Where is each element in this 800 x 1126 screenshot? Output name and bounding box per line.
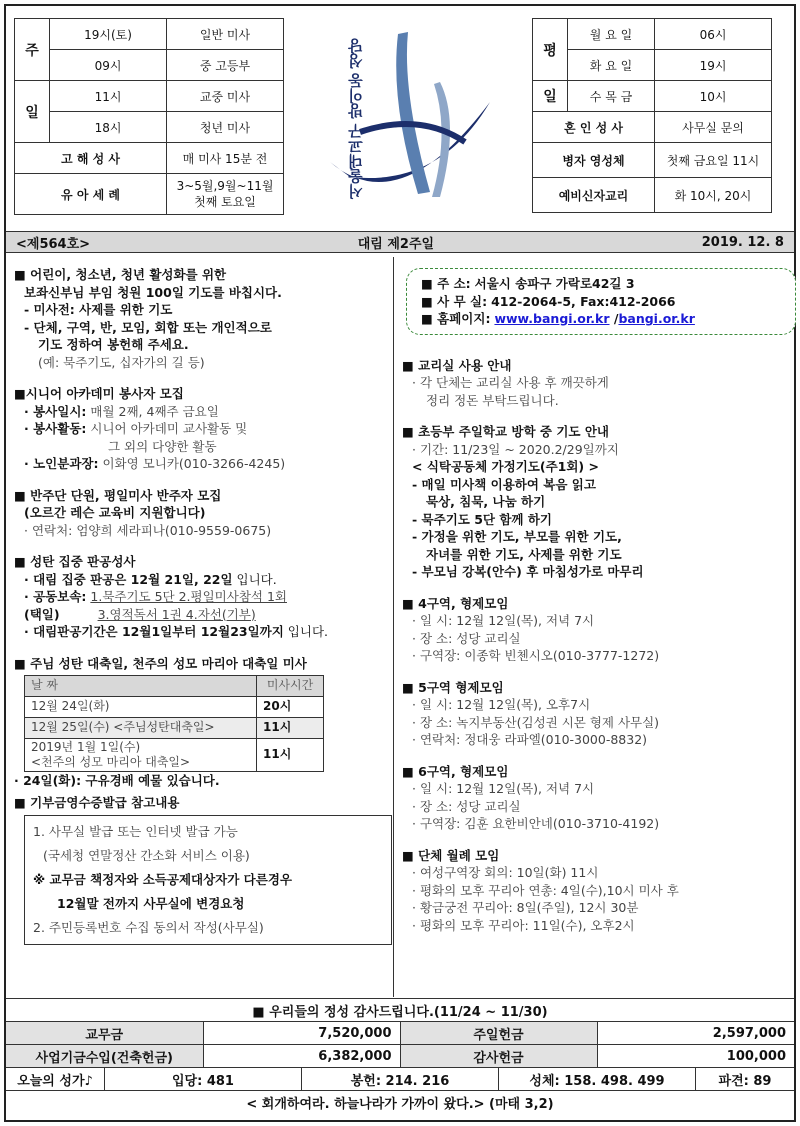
address-value: 서울시 송파구 가락로42길 3 [474,276,635,291]
prayer-line: - 미사전: 사제를 위한 기도 [24,302,173,317]
column-divider [393,257,394,997]
homepage-link[interactable]: bangi.or.kr [618,311,695,326]
contact-box [406,268,796,335]
crib-offering-note: · 24일(화): 구유경배 예물 있습니다. [14,773,220,788]
district4-line: · 구역장: 이종학 빈첸시오(010-3777-1272) [412,648,660,663]
classroom-title: ■ 교리실 사용 안내 [402,357,512,373]
receipt-line: 2. 주민등록번호 수집 동의서 작성(사무실) [33,920,264,935]
mass-date [25,739,257,772]
christmas-mass-title: ■ 주님 성탄 대축일, 천주의 성모 마리아 대축일 미사 [14,655,307,671]
senior-field-label: · 봉사일시: [24,403,87,419]
weekday-day: 수 목 금 [568,81,655,112]
marriage-value: 사무실 문의 [655,112,772,143]
catechism-label: 예비신자교리 [533,178,655,213]
vacation-line: - 매일 미사책 이용하여 복음 읽고 [412,476,596,492]
prayer-title: ■ 어린이, 청소년, 청년 활성화를 위한 [14,267,227,282]
sunday-label-2: 일 [15,81,50,143]
mass-name: 일반 미사 [167,19,284,50]
district5-title: ■ 5구역 형제모임 [402,679,504,695]
confession-label: 고 해 성 사 [15,143,167,174]
mass-date-line: 2019년 1월 1일(수) [31,740,141,754]
confession-value: 매 미사 15분 전 [167,143,284,174]
marriage-label: 혼 인 성 사 [533,112,655,143]
weekday-day: 화 요 일 [568,50,655,81]
left-column [14,266,386,945]
homepage-link[interactable]: www.bangi.or.kr [494,311,610,326]
district6-line: · 구역장: 김훈 요한비안네(010-3710-4192) [412,816,660,831]
prayer-line: 보좌신부님 부임 청원 100일 기도를 바칩시다. [24,284,282,300]
issue-number: <제564호> [16,236,91,252]
issue-header [6,231,794,253]
weekday-label-2: 일 [533,81,568,112]
mass-time: 11시 [50,81,167,112]
confession-line: 입니다. [287,624,328,639]
hymn-entrance: 입당: 481 [105,1068,302,1091]
weekday-time: 10시 [655,81,772,112]
offerings-title: ■ 우리들의 정성 감사드립니다.(11/24 ~ 11/30) [6,999,794,1022]
prayer-line: - 단체, 구역, 반, 모임, 회합 또는 개인적으로 [24,319,272,335]
mass-time: 18시 [50,112,167,143]
office-phone: 412-2064-5, Fax:412-2066 [491,293,676,309]
confession-title: ■ 성탄 집중 판공성사 [14,554,136,569]
receipt-title: ■ 기부금영수증발급 참고내용 [14,794,180,810]
classroom-line: 정리 정돈 부탁드립니다. [426,392,559,408]
mass-time: 09시 [50,50,167,81]
weekday-mass-table [532,18,772,213]
vacation-period: · 기간: 11/23일 ~ 2020.2/29일까지 [412,441,619,457]
liturgical-week: 대림 제2주일 [357,236,435,252]
monthly-meetings-title: ■ 단체 월례 모임 [402,847,500,863]
offering-label: 사업기금수입(건축헌금) [6,1045,203,1068]
penance-option: 3.영적독서 1권 4.자선(기부) [97,606,256,622]
confession-line: · 대림판공기간은 12월1일부터 12월23일까지 [24,624,284,639]
vacation-line: 묵상, 침묵, 나눔 하기 [426,494,546,509]
vacation-line: 자녀를 위한 기도, 사제를 위한 기도 [426,546,622,562]
accompanist-title: ■ 반주단 단원, 평일미사 반주자 모집 [14,487,222,503]
christmas-mass-table [24,675,324,772]
senior-field-label: · 봉사활동: [24,421,87,436]
offering-amount: 6,382,000 [203,1045,400,1068]
district6-line: · 장 소: 성당 교리실 [412,798,521,814]
district4-line: · 일 시: 12월 12일(목), 저녁 7시 [412,613,595,628]
mass-date: 12월 24일(화) [25,697,257,718]
prayer-line: 기도 정하여 봉헌해 주세요. [38,337,189,352]
baptism-value-line: 첫째 토요일 [194,195,256,209]
sunday-label-1: 주 [15,19,50,81]
baptism-label: 유 아 세 례 [15,174,167,215]
issue-date: 2019. 12. 8 [701,234,784,250]
sunday-mass-table [14,18,284,215]
confession-line: 입니다. [236,571,277,587]
parish-logo-mark [290,12,512,224]
vacation-subtitle: < 식탁공동체 가정기도(주1회) > [412,459,599,474]
weekday-time: 19시 [655,50,772,81]
table-header: 미사시간 [257,676,324,697]
district4-line: · 장 소: 성당 교리실 [412,630,521,646]
mass-time: 19시(토) [50,19,167,50]
baptism-value-line: 3~5월,9월~11월 [176,179,274,193]
receipt-line: 1. 사무실 발급 또는 인터넷 발급 가능 [33,824,238,839]
senior-field-label: · 노인분과장: [24,456,99,471]
offerings-section [6,998,794,1113]
mass-time: 11시 [257,739,324,772]
district5-line: · 일 시: 12월 12일(목), 오후7시 [412,697,591,712]
offering-label: 교무금 [6,1022,203,1045]
penance-label: · 공동보속: [24,589,87,604]
vacation-line: - 부모님 강복(안수) 후 마침성가로 마무리 [412,564,644,579]
vacation-line: - 묵주기도 5단 함께 하기 [412,511,552,527]
vacation-prayer-title: ■ 초등부 주일학교 방학 중 기도 안내 [402,424,609,439]
accompanist-contact: · 연락처: 엄양희 세라피나(010-9559-0675) [24,522,272,538]
parish-logo [290,12,512,224]
confession-line: · 대림 집중 판공은 12월 21일, 22일 [24,571,233,587]
offering-label: 주일헌금 [400,1022,597,1045]
senior-field-value: 시니어 아카데미 교사활동 및 [90,421,248,436]
logo-text: 서울대교구 방이동 성당 [347,38,365,200]
meeting-line: · 평화의 모후 꾸리아: 11일(수), 오후2시 [412,917,635,933]
mass-name: 청년 미사 [167,112,284,143]
mass-date: 12월 25일(수) <주님성탄대축일> [25,718,257,739]
offering-label: 감사헌금 [400,1045,597,1068]
receipt-line: (국세청 연말정산 간소화 서비스 이용) [43,848,250,863]
offering-amount: 2,597,000 [597,1022,794,1045]
weekday-label-1: 평 [533,19,568,81]
hymn-label: 오늘의 성가♪ [6,1068,105,1091]
meeting-line: · 황금궁전 꾸리아: 8일(주일), 12시 30분 [412,900,639,915]
receipt-box [24,815,392,945]
meeting-line: · 평화의 모후 꾸리아 연총: 4일(수),10시 미사 후 [412,882,679,898]
district6-title: ■ 6구역, 형제모임 [402,763,509,779]
meeting-line: · 여성구역장 회의: 10일(화) 11시 [412,865,599,880]
prayer-example: (예: 묵주기도, 십자가의 길 등) [38,354,205,370]
district4-title: ■ 4구역, 형제모임 [402,595,509,611]
offering-amount: 100,000 [597,1045,794,1068]
catechism-value: 화 10시, 20시 [655,178,772,213]
senior-field-value: 매월 2째, 4째주 금요일 [90,403,219,419]
homepage-separator: / [609,311,619,326]
hymn-dismissal: 파견: 89 [696,1068,795,1091]
vacation-line: - 가정을 위한 기도, 부모를 위한 기도, [412,529,622,544]
accompanist-line: (오르간 레슨 교육비 지원합니다) [24,505,206,520]
mass-date-line: <천주의 성모 마리아 대축일> [31,755,191,769]
senior-academy-title: ■시니어 아카데미 봉사자 모집 [14,386,184,401]
homepage-label: ■ 홈페이지: [421,311,491,326]
right-column [402,268,790,934]
mass-name: 교중 미사 [167,81,284,112]
district5-line: · 장 소: 녹지부동산(김성권 시몬 형제 사무실) [412,714,660,730]
senior-field-value: 이화영 모니카(010-3266-4245) [102,456,286,471]
address-label: ■ 주 소: [421,276,471,291]
weekday-time: 06시 [655,19,772,50]
weekday-day: 월 요 일 [568,19,655,50]
mass-time: 11시 [257,718,324,739]
gospel-verse: < 회개하여라. 하늘나라가 가까이 왔다.> (마태 3,2) [6,1091,794,1114]
offering-amount: 7,520,000 [203,1022,400,1045]
district5-line: · 연락처: 정대웅 라파엘(010-3000-8832) [412,732,648,747]
classroom-line: · 각 단체는 교리실 사용 후 깨끗하게 [412,375,609,390]
receipt-line: ※ 교무금 책정자와 소득공제대상자가 다른경우 [33,872,292,887]
sick-communion-value: 첫째 금요일 11시 [655,143,772,178]
baptism-value [167,174,284,215]
office-label: ■ 사 무 실: [421,293,488,309]
hymn-offertory: 봉헌: 214. 216 [302,1068,499,1091]
table-header: 날 짜 [25,676,257,697]
mass-name: 중 고등부 [167,50,284,81]
sick-communion-label: 병자 영성체 [533,143,655,178]
district6-line: · 일 시: 12월 12일(목), 저녁 7시 [412,781,595,796]
receipt-line: 12월말 전까지 사무실에 변경요청 [57,896,245,911]
mass-time: 20시 [257,697,324,718]
hymn-communion: 성체: 158. 498. 499 [499,1068,696,1091]
senior-field-value: 그 외의 다양한 활동 [108,438,217,454]
penance-label: (택일) [24,606,60,622]
penance-option: 1.묵주기도 5단 2.평일미사참석 1회 [90,589,287,604]
